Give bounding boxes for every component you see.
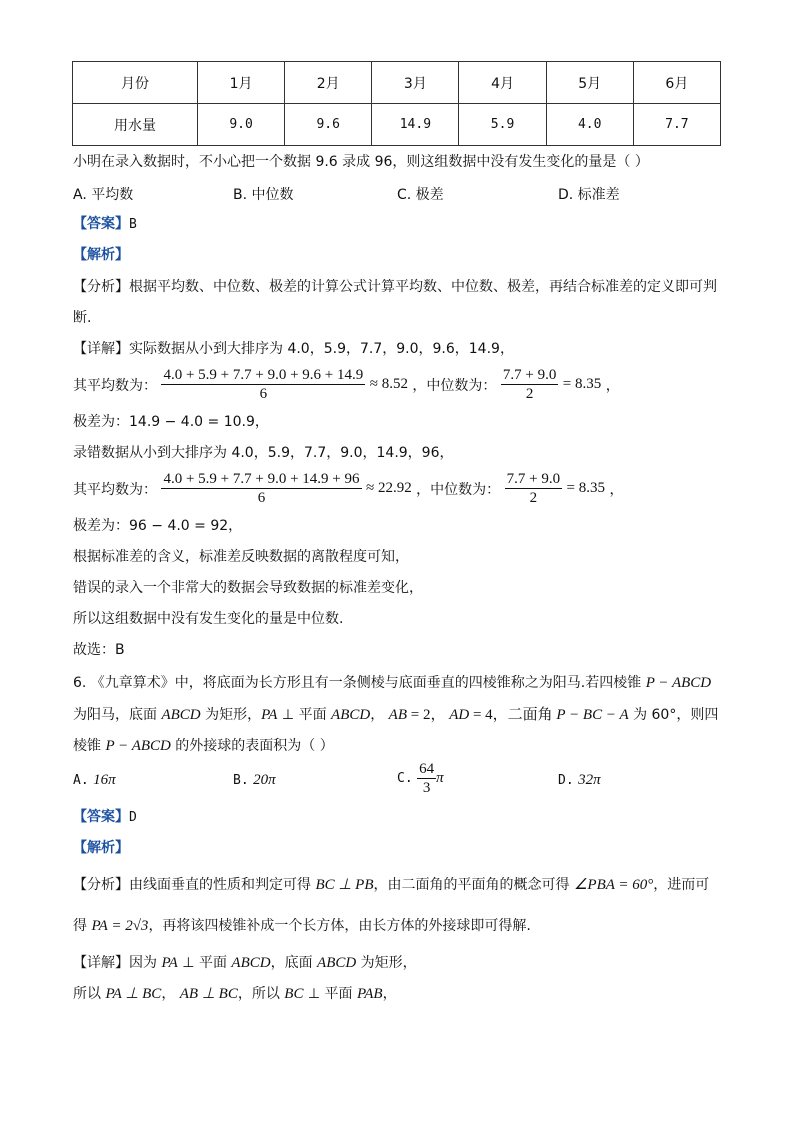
question-stem: 小明在录入数据时，不小心把一个数据 9.6 录成 96，则这组数据中没有发生变化的量是（ ） [73, 154, 649, 170]
fraction [501, 366, 558, 403]
fraction-denominator: 3 [422, 780, 431, 796]
detail-tag: 【详解】 [73, 341, 129, 357]
option-b: B. 中位数 [233, 187, 294, 203]
fraction-denominator: 2 [529, 490, 538, 506]
answer-value: B [129, 217, 137, 232]
fraction [505, 470, 562, 507]
question-6-stem-2 [73, 705, 718, 725]
detail-text: 实际数据从小到大排序为 4.0，5.9，7.7，9.0，9.6，14.9， [129, 341, 514, 357]
mean-label: 其平均数为： [73, 481, 157, 498]
math: = 2， [406, 707, 450, 723]
option-a: A. 平均数 [73, 187, 134, 203]
detail-text: ，底面 [270, 955, 318, 971]
option-c: C. 极差 [397, 187, 444, 203]
water-usage-table [72, 61, 721, 146]
math: PA = 2√3 [91, 918, 149, 934]
detail-text: 为矩形， [356, 955, 417, 971]
option-b [233, 772, 276, 789]
table-cell: 6月 [633, 62, 720, 104]
table-cell: 4月 [459, 62, 546, 104]
math: PA ⊥ BC [105, 986, 162, 1002]
analysis-label: 【解析】 [73, 840, 129, 856]
mean-value: ≈ 8.52 [369, 376, 408, 392]
fraction-numerator: 4.0 + 5.9 + 7.7 + 9.0 + 9.6 + 14.9 [163, 367, 364, 383]
detail-tag: 【详解】 [73, 955, 129, 971]
detail-text: ⊥ 平面 [177, 955, 232, 971]
math: P − ABCD [105, 738, 171, 754]
table-cell: 5月 [546, 62, 633, 104]
text-line: 根据标准差的含义，标准差反映数据的离散程度可知， [73, 549, 409, 565]
mean-label: 其平均数为： [73, 377, 157, 394]
stem-text: 为阳马，底面 [73, 707, 162, 723]
table-cell: 14.9 [372, 104, 459, 146]
fenxi-tag: 【分析】 [73, 279, 129, 295]
table-cell: 用水量 [73, 104, 198, 146]
median-label: ，中位数为： [412, 377, 497, 394]
fenxi-text: ，进而可 [653, 877, 710, 893]
analysis-tag [73, 838, 129, 858]
fenxi-text: 由线面垂直的性质和判定可得 [129, 877, 316, 893]
pi-symbol: π [436, 770, 444, 786]
option-value: 16π [93, 772, 116, 788]
option-label: C. [397, 771, 413, 786]
option-c [397, 760, 444, 797]
fraction-denominator: 6 [257, 490, 266, 506]
table-cell: 4.0 [546, 104, 633, 146]
option-d [558, 772, 601, 789]
detail-text: ，所以 [237, 986, 285, 1002]
math: ∠PBA = 60° [573, 877, 654, 893]
question-6-stem-3 [73, 736, 334, 756]
detail-text: ， [161, 986, 180, 1002]
option-label: D. [558, 773, 574, 788]
fenxi-text: ，再将该四棱锥补成一个长方体，由长方体的外接球即可得解. [148, 918, 531, 934]
math: AB [388, 707, 407, 723]
fenxi-line-2: 断. [73, 310, 92, 326]
table-cell: 1月 [198, 62, 285, 104]
math: AD [449, 707, 470, 723]
question-6-stem-1 [73, 673, 711, 693]
table-cell: 9.0 [198, 104, 285, 146]
text-line: 所以这组数据中没有发生变化的量是中位数. [73, 611, 344, 627]
math: = 4，二面角 [469, 707, 557, 723]
detail-text: 因为 [129, 955, 162, 971]
fraction-denominator: 2 [525, 386, 534, 402]
mean-equation-2 [73, 470, 623, 507]
answer-tag: 【答案】 [73, 216, 129, 232]
comma: ， [609, 481, 624, 498]
option-label: A. [73, 773, 89, 788]
detail-line [73, 339, 514, 359]
math: ABCD [161, 707, 201, 723]
fenxi-line [73, 277, 717, 297]
comma: ， [605, 377, 620, 394]
answer-line [73, 214, 137, 235]
choice-line: 故选：B [73, 642, 125, 658]
fraction-numerator: 7.7 + 9.0 [502, 367, 557, 383]
stem-text: 为矩形， [200, 707, 262, 723]
math: P − BC − A [556, 707, 629, 723]
table-cell: 7.7 [633, 104, 720, 146]
detail-line-2 [73, 984, 397, 1004]
option-label: B. [233, 773, 249, 788]
stem-text: 棱锥 [73, 738, 106, 754]
fenxi-tag: 【分析】 [73, 877, 129, 893]
math: ABCD [317, 955, 357, 971]
answer-tag: 【答案】 [73, 809, 129, 825]
fenxi-line-2 [73, 916, 531, 936]
mean-equation-1 [73, 366, 620, 403]
math: P − ABCD [645, 675, 712, 691]
table-row [73, 104, 721, 146]
median-label: ，中位数为： [416, 481, 501, 498]
math: ABCD [331, 707, 371, 723]
table-row [73, 62, 721, 104]
fraction-numerator: 7.7 + 9.0 [506, 471, 561, 487]
range-line-1: 极差为：14.9 − 4.0 = 10.9， [73, 414, 269, 430]
table-cell: 5.9 [459, 104, 546, 146]
fraction [417, 760, 436, 797]
math: PA [261, 707, 278, 723]
fenxi-text: ，由二面角的平面角的概念可得 [373, 877, 574, 893]
option-a [73, 772, 116, 789]
detail-text: ⊥ 平面 [303, 986, 357, 1002]
math: AB ⊥ BC [179, 986, 238, 1002]
fraction-numerator: 4.0 + 5.9 + 7.7 + 9.0 + 14.9 + 96 [163, 471, 360, 487]
option-d: D. 标准差 [558, 187, 620, 203]
table-cell: 月份 [73, 62, 198, 104]
stem-text: 为 60°，则四 [628, 707, 719, 723]
detail-text: ， [382, 986, 397, 1002]
fraction-numerator: 64 [419, 761, 435, 777]
text-line: 错误的录入一个非常大的数据会导致数据的标准差变化， [73, 580, 423, 596]
detail-line [73, 953, 417, 973]
analysis-tag [73, 245, 129, 265]
fenxi-text: 根据平均数、中位数、极差的计算公式计算平均数、中位数、极差，再结合标准差的定义即可判 [129, 279, 717, 295]
option-value: 20π [253, 772, 276, 788]
table-cell: 9.6 [285, 104, 372, 146]
stem-text: ⊥ 平面 [277, 707, 332, 723]
option-value: 32π [578, 772, 601, 788]
fenxi-text: 得 [73, 918, 92, 934]
fenxi-line [73, 875, 709, 895]
fraction [161, 366, 365, 403]
table-cell: 3月 [372, 62, 459, 104]
mean-value: ≈ 22.92 [365, 480, 412, 496]
detail-text: 所以 [73, 986, 106, 1002]
math: PA [161, 955, 178, 971]
math: BC ⊥ PB [315, 877, 374, 893]
median-value: = 8.35 [566, 480, 605, 496]
stem-text: 的外接球的表面积为（ ） [170, 738, 334, 754]
answer-value: D [129, 810, 137, 825]
detail-line-2: 录错数据从小到大排序为 4.0，5.9，7.7，9.0，14.9，96， [73, 445, 454, 461]
fraction-denominator: 6 [259, 386, 268, 402]
fraction [161, 470, 361, 507]
answer-line [73, 807, 137, 828]
math: BC [284, 986, 304, 1002]
range-line-2: 极差为：96 − 4.0 = 92， [73, 518, 243, 534]
stem-text: ， [370, 707, 389, 723]
median-value: = 8.35 [562, 376, 602, 392]
math: ABCD [231, 955, 271, 971]
math: PAB [357, 986, 383, 1002]
stem-text: 6. 《九章算术》中，将底面为长方形且有一条侧棱与底面垂直的四棱锥称之为阳马.若四棱锥 [73, 675, 646, 691]
analysis-label: 【解析】 [73, 247, 129, 263]
table-cell: 2月 [285, 62, 372, 104]
